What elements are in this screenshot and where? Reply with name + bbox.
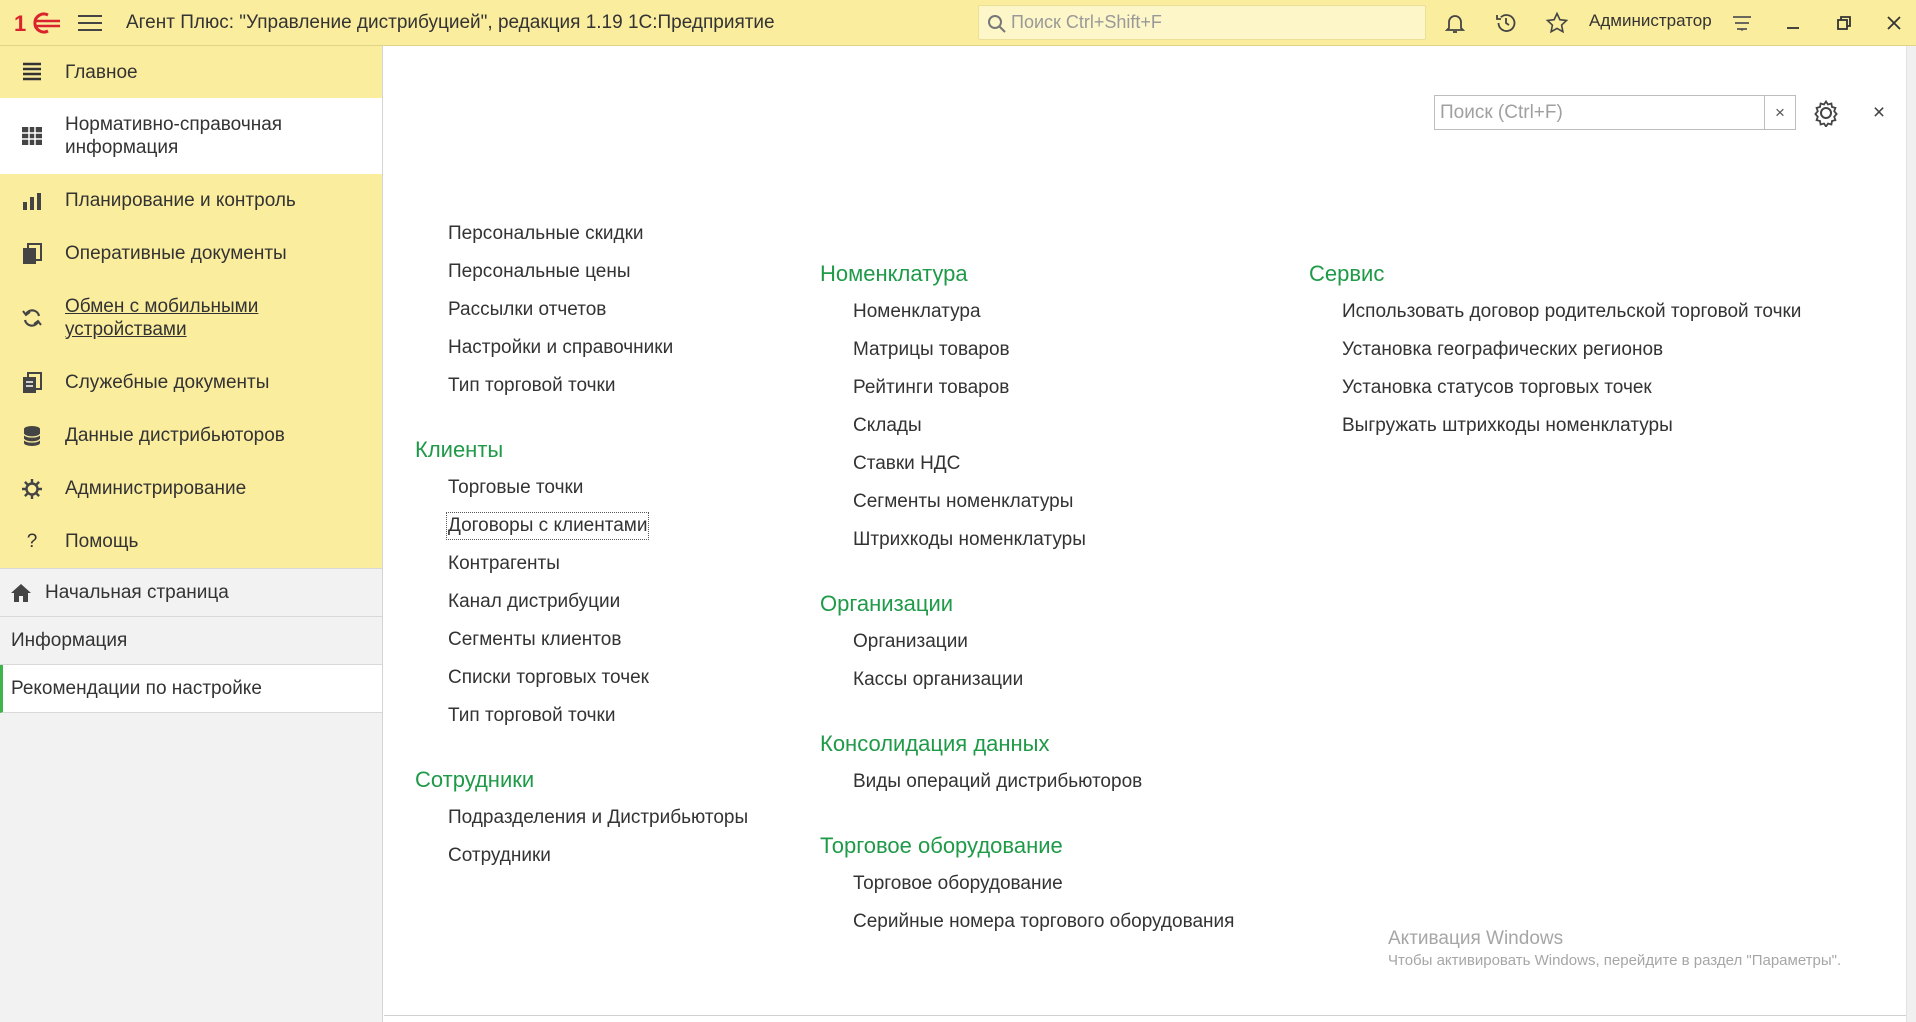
- section-administration[interactable]: [0, 462, 382, 515]
- section-label: Помощь: [65, 531, 139, 552]
- 1c-logo-icon[interactable]: [14, 9, 62, 37]
- user-name[interactable]: Администратор: [1589, 11, 1712, 30]
- link-nomenclature-barcodes[interactable]: Штрихкоды номенклатуры: [853, 529, 1086, 550]
- clear-search-button[interactable]: ×: [1765, 95, 1796, 130]
- link-organization-cashboxes[interactable]: Кассы организации: [853, 669, 1024, 690]
- section-panel: [384, 46, 1916, 1022]
- sections-panel: [0, 46, 382, 568]
- nav-setup-recommendations[interactable]: [0, 665, 382, 713]
- link-outlet-type[interactable]: Тип торговой точки: [448, 705, 616, 726]
- sidebar: [0, 46, 383, 1022]
- restore-icon[interactable]: [1831, 10, 1857, 36]
- settings-lines-icon[interactable]: [1729, 10, 1755, 36]
- panel-bottom-border: [384, 1015, 1906, 1016]
- section-label: Администрирование: [65, 478, 247, 499]
- open-pages-list: [0, 568, 382, 713]
- link-trade-equipment[interactable]: Торговое оборудование: [853, 873, 1063, 894]
- link-settings-directories[interactable]: Настройки и справочники: [448, 337, 674, 358]
- section-main[interactable]: [0, 46, 382, 98]
- section-reference-info[interactable]: [0, 98, 382, 174]
- link-vat-rates[interactable]: Ставки НДС: [853, 453, 961, 474]
- global-search-box[interactable]: [978, 5, 1426, 40]
- link-counterparties[interactable]: Контрагенты: [448, 553, 560, 574]
- link-nomenclature[interactable]: Номенклатура: [853, 301, 981, 322]
- panel-search-input[interactable]: [1435, 96, 1764, 129]
- star-icon[interactable]: [1544, 10, 1570, 36]
- link-equipment-serial-numbers[interactable]: Серийные номера торгового оборудования: [853, 911, 1235, 932]
- database-icon: [20, 424, 44, 448]
- section-label: Служебные документы: [65, 372, 270, 393]
- section-mobile-exchange[interactable]: [0, 280, 382, 356]
- vertical-scrollbar[interactable]: [1906, 46, 1916, 1022]
- nav-label: Информация: [11, 629, 128, 651]
- watermark-text: Чтобы активировать Windows, перейдите в раздел "Параметры".: [1388, 952, 1842, 969]
- chart-icon: [20, 189, 44, 213]
- menu-icon[interactable]: [78, 12, 102, 34]
- group-title-clients: Клиенты: [415, 437, 504, 462]
- link-organizations[interactable]: Организации: [853, 631, 968, 652]
- bell-icon[interactable]: [1442, 10, 1468, 36]
- link-outlets[interactable]: Торговые точки: [448, 477, 584, 498]
- link-use-parent-outlet-contract[interactable]: Использовать договор родительской торговой точки: [1342, 301, 1802, 322]
- search-icon: [987, 14, 1007, 34]
- link-client-segments[interactable]: Сегменты клиентов: [448, 629, 622, 650]
- link-personal-prices[interactable]: Персональные цены: [448, 261, 631, 282]
- group-title-data-consolidation: Консолидация данных: [820, 731, 1050, 756]
- gear-icon: [20, 477, 44, 501]
- list-icon: [20, 60, 44, 84]
- nav-label: Рекомендации по настройке: [11, 677, 262, 699]
- sync-icon: [20, 306, 44, 330]
- link-personal-discounts[interactable]: Персональные скидки: [448, 223, 644, 244]
- link-distributor-operation-types[interactable]: Виды операций дистрибьюторов: [853, 771, 1143, 792]
- group-title-service: Сервис: [1309, 261, 1385, 286]
- group-title-employees: Сотрудники: [415, 767, 535, 792]
- windows-activation-watermark: [1388, 927, 1841, 971]
- global-search-input[interactable]: [1011, 9, 1411, 36]
- group-title-organizations: Организации: [820, 591, 954, 616]
- link-outlet-lists[interactable]: Списки торговых точек: [448, 667, 649, 688]
- section-label: Оперативные документы: [65, 243, 287, 264]
- home-icon: [10, 582, 32, 604]
- panel-search-box[interactable]: [1434, 95, 1765, 130]
- gear-icon[interactable]: [1812, 99, 1840, 127]
- section-label: Данные дистрибьюторов: [65, 425, 285, 446]
- group-title-trade-equipment: Торговое оборудование: [820, 833, 1063, 858]
- section-help[interactable]: [0, 515, 382, 568]
- svg-text:1: 1: [14, 11, 27, 36]
- section-distributor-data[interactable]: [0, 409, 382, 462]
- title-bar: [0, 0, 1916, 46]
- table-icon: [20, 124, 44, 148]
- section-label: Главное: [65, 61, 138, 83]
- link-outlet-type[interactable]: Тип торговой точки: [448, 375, 616, 396]
- close-icon[interactable]: [1881, 10, 1907, 36]
- help-icon: ?: [26, 530, 38, 552]
- link-set-outlet-statuses[interactable]: Установка статусов торговых точек: [1342, 377, 1652, 398]
- section-operational-docs[interactable]: [0, 227, 382, 280]
- documents-icon: [20, 242, 44, 266]
- column-3: [1309, 260, 1803, 450]
- nav-information[interactable]: [0, 617, 382, 665]
- nav-home-page[interactable]: [0, 569, 382, 617]
- watermark-title: Активация Windows: [1388, 928, 1564, 949]
- section-label: Планирование и контроль: [65, 190, 296, 211]
- app-title: Агент Плюс: "Управление дистрибуцией", редакция 1.19 1С:Предприятие: [126, 12, 775, 33]
- column-1: [415, 220, 750, 880]
- section-service-docs[interactable]: [0, 356, 382, 409]
- link-client-contracts[interactable]: Договоры с клиентами: [415, 512, 750, 550]
- link-distribution-channel[interactable]: Канал дистрибуции: [448, 591, 621, 612]
- link-product-matrices[interactable]: Матрицы товаров: [853, 339, 1010, 360]
- link-employees[interactable]: Сотрудники: [448, 845, 551, 866]
- section-planning[interactable]: [0, 174, 382, 227]
- minimize-icon[interactable]: [1780, 10, 1806, 36]
- section-label: Нормативно-справочная информация: [65, 114, 283, 158]
- nav-label: Начальная страница: [45, 581, 229, 603]
- link-product-ratings[interactable]: Рейтинги товаров: [853, 377, 1010, 398]
- link-nomenclature-segments[interactable]: Сегменты номенклатуры: [853, 491, 1074, 512]
- link-divisions-distributors[interactable]: Подразделения и Дистрибьюторы: [448, 807, 749, 828]
- group-title-nomenclature: Номенклатура: [820, 261, 968, 286]
- section-label: Обмен с мобильными устройствами: [65, 296, 259, 340]
- link-warehouses[interactable]: Склады: [853, 415, 922, 436]
- history-icon[interactable]: [1493, 10, 1519, 36]
- service-docs-icon: [20, 371, 44, 395]
- link-export-nomenclature-barcodes[interactable]: Выгружать штрихкоды номенклатуры: [1342, 415, 1673, 436]
- link-set-geo-regions[interactable]: Установка географических регионов: [1342, 339, 1664, 360]
- link-report-mailings[interactable]: Рассылки отчетов: [448, 299, 607, 320]
- column-2: [820, 260, 1236, 946]
- close-panel-button[interactable]: ×: [1872, 101, 1886, 124]
